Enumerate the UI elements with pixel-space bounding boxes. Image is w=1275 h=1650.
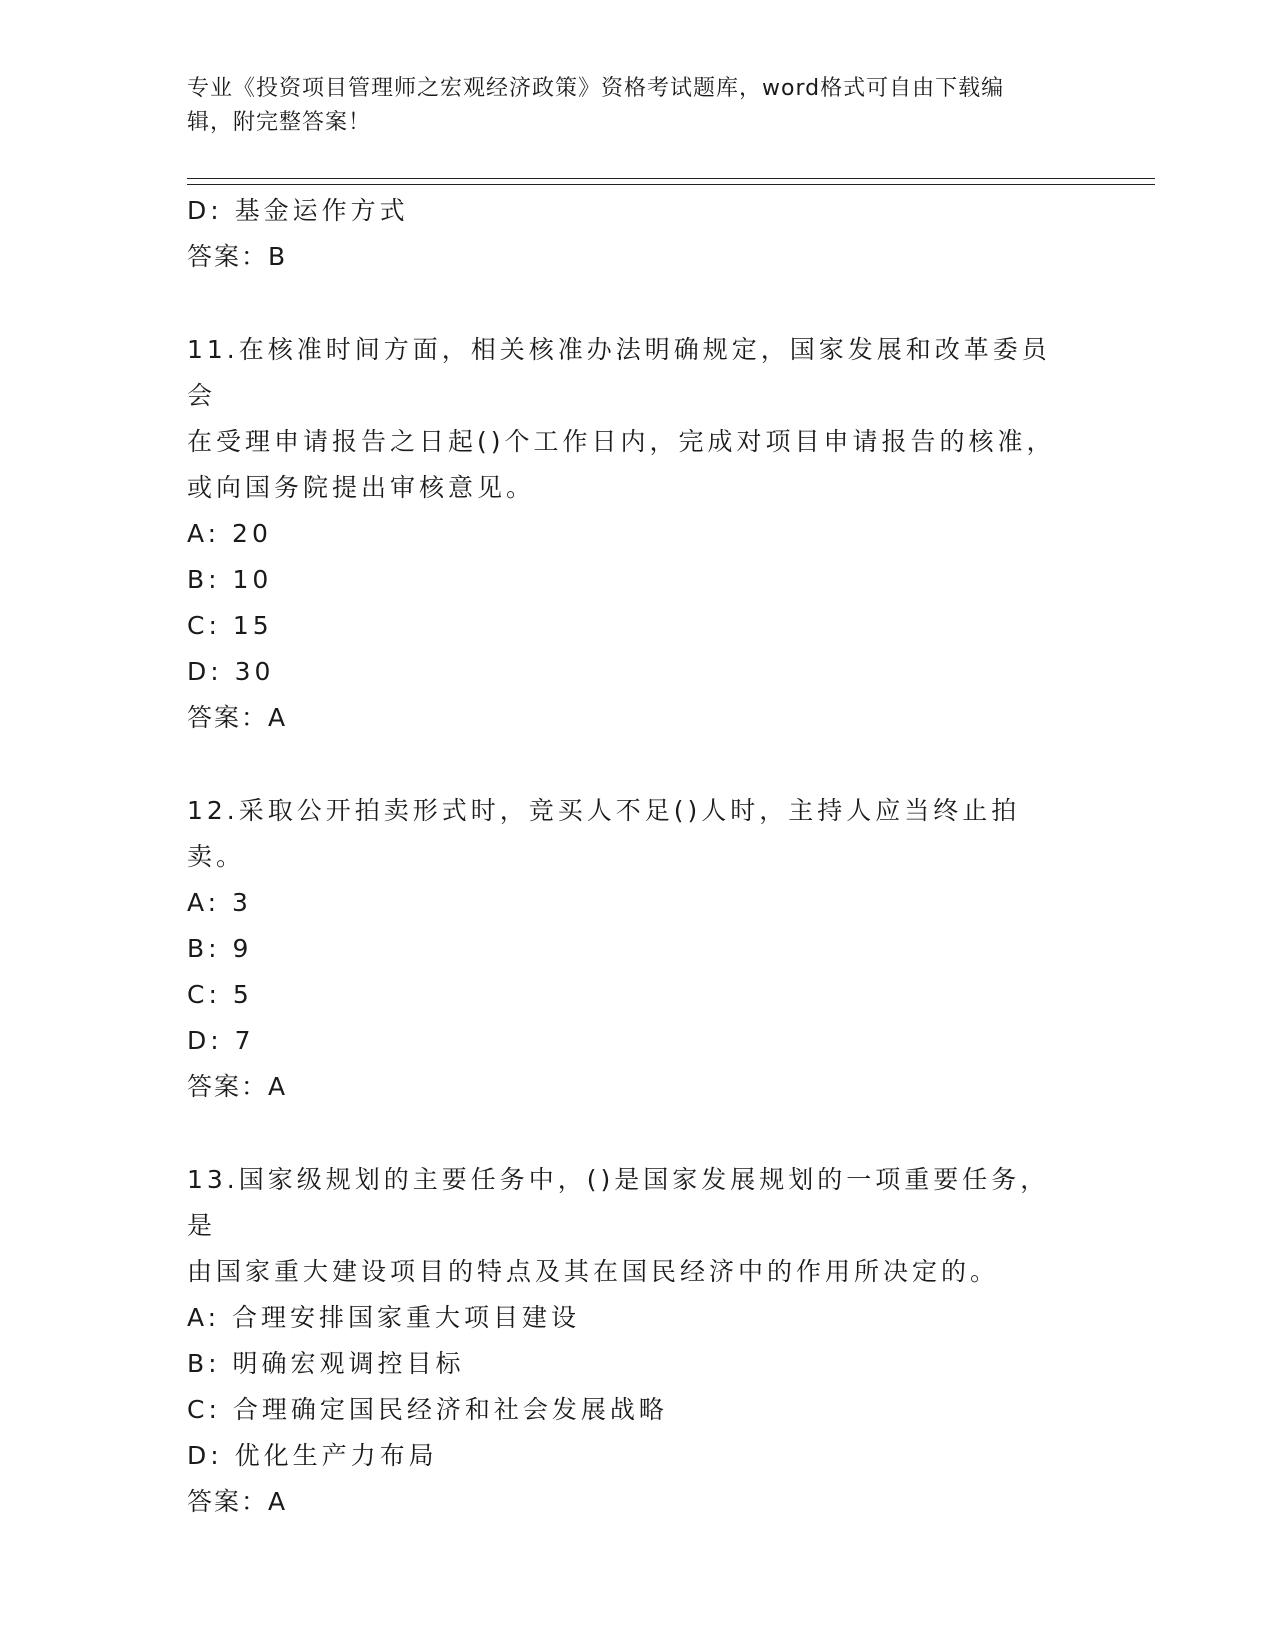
header-line-2: 辑，附完整答案！ xyxy=(187,110,372,135)
option-d: D: 基金运作方式 xyxy=(187,196,409,225)
option-d: D: 优化生产力布局 xyxy=(187,1441,438,1470)
option-d: D: 7 xyxy=(187,1026,255,1055)
answer-line: 答案：A xyxy=(187,1487,288,1516)
question-stem-line: 或向国务院提出审核意见。 xyxy=(187,473,536,502)
question-list xyxy=(187,188,1087,1525)
header-divider-bottom xyxy=(187,184,1155,185)
previous-question-tail xyxy=(187,188,1087,280)
question-stem-line: 在受理申请报告之日起()个工作日内，完成对项目申请报告的核准， xyxy=(187,427,1056,456)
question-13 xyxy=(187,1157,1087,1525)
answer-line: 答案：B xyxy=(187,242,288,271)
answer-line: 答案：A xyxy=(187,1072,288,1101)
question-11 xyxy=(187,327,1087,741)
option-d: D: 30 xyxy=(187,657,275,686)
option-c: C: 5 xyxy=(187,980,253,1009)
question-stem-line: 11.在核准时间方面，相关核准办法明确规定，国家发展和改革委员会 xyxy=(187,335,1051,410)
option-b: B: 明确宏观调控目标 xyxy=(187,1349,465,1378)
option-a: A: 合理安排国家重大项目建设 xyxy=(187,1303,581,1332)
header-divider-top xyxy=(187,178,1155,179)
answer-line: 答案：A xyxy=(187,703,288,732)
header-line-1: 专业《投资项目管理师之宏观经济政策》资格考试题库，word格式可自由下载编 xyxy=(187,76,1005,101)
document-header xyxy=(187,72,1067,140)
option-c: C: 15 xyxy=(187,611,273,640)
question-stem-line: 由国家重大建设项目的特点及其在国民经济中的作用所决定的。 xyxy=(187,1257,1000,1286)
option-a: A: 20 xyxy=(187,519,272,548)
option-b: B: 9 xyxy=(187,934,253,963)
question-stem-line: 12.采取公开拍卖形式时，竞买人不足()人时，主持人应当终止拍卖。 xyxy=(187,796,1021,871)
option-b: B: 10 xyxy=(187,565,273,594)
option-a: A: 3 xyxy=(187,888,252,917)
question-stem-line: 13.国家级规划的主要任务中，()是国家发展规划的一项重要任务，是 xyxy=(187,1165,1050,1240)
option-c: C: 合理确定国民经济和社会发展战略 xyxy=(187,1395,668,1424)
question-12 xyxy=(187,788,1087,1110)
